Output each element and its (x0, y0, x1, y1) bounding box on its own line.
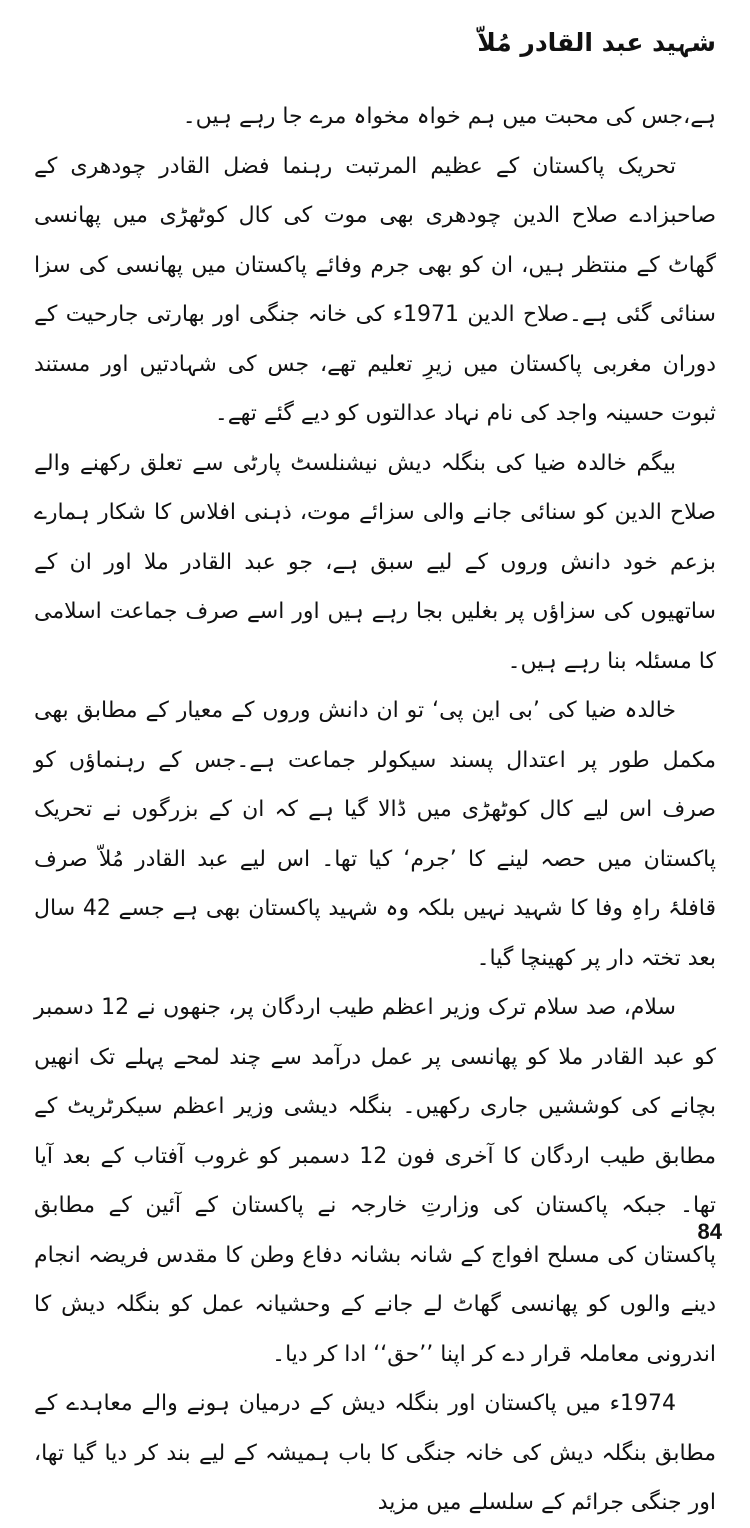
paragraph: تحریک پاکستان کے عظیم المرتبت رہنما فضل القادر چودھری کے صاحبزادے صلاح الدین چودھری بھی موت کی کال کوٹھڑی میں پھانسی گھاٹ کے منتظر ہیں، ان کو بھی جرم وفائے پاکستان میں پھانسی کی سزا سنائی گئی ہے۔صلاح الدین 1971ء کی خانہ جنگی اور بھارتی جارحیت کے دوران مغربی پاکستان میں زیرِ تعلیم تھے، جس کی شہادتیں اور مستند ثبوت حسینہ واجد کی نام نہاد عدالتوں کو دیے گئے تھے۔ (34, 153, 716, 426)
paragraph: 1974ء میں پاکستان اور بنگلہ دیش کے درمیان ہونے والے معاہدے کے مطابق بنگلہ دیش کی خانہ جنگی کا باب ہمیشہ کے لیے بند کر دیا گیا تھا، اور جنگی جرائم کے سلسلے میں مزید (34, 1391, 716, 1515)
paragraph: بیگم خالدہ ضیا کی بنگلہ دیش نیشنلسٹ پارٹی سے تعلق رکھنے والے صلاح الدین کو سنائی جانے والی سزائے موت، ذہنی افلاس کا شکار ہمارے بزعم خود دانش وروں کے لیے سبق ہے، جو عبد القادر ملا اور ان کے ساتھیوں کی سزاؤں پر بغلیں بجا رہے ہیں اور اسے صرف جماعت اسلامی کا مسئلہ بنا رہے ہیں۔ (34, 450, 716, 674)
paragraph: سلام، صد سلام ترک وزیر اعظم طیب اردگان پر، جنھوں نے 12 دسمبر کو عبد القادر ملا کو پھانسی پر عمل درآمد سے چند لمحے پہلے تک انھیں بچانے کی کوششیں جاری رکھیں۔ بنگلہ دیشی وزیر اعظم سیکرٹریٹ کے مطابق طیب اردگان کا آخری فون 12 دسمبر کو غروب آفتاب کے بعد آیا تھا۔ جبکہ پاکستان کی وزارتِ خارجہ نے پاکستان کے آئین کے مطابق پاکستان کی مسلح افواج کے شانہ بشانہ دفاع وطن کا مقدس فریضہ انجام دینے والوں کو پھانسی گھاٹ لے جانے کے وحشیانہ عمل کو بنگلہ دیش کا اندرونی معاملہ قرار دے کر اپنا ’’حق‘‘ ادا کر دیا۔ (34, 995, 717, 1367)
page-number: 84 (697, 1219, 722, 1244)
running-head: شہید عبد القادر مُلاّ (477, 28, 716, 57)
paragraph: ہے،جس کی محبت میں ہم خواہ مخواہ مرے جا رہے ہیں۔ (182, 104, 716, 129)
body-text (34, 92, 716, 1528)
paragraph: خالدہ ضیا کی ’بی این پی‘ تو ان دانش وروں کے معیار کے مطابق بھی مکمل طور پر اعتدال پسند سیکولر جماعت ہے۔جس کے رہنماؤں کو صرف اس لیے کال کوٹھڑی میں ڈالا گیا ہے کہ ان کے بزرگوں نے تحریک پاکستان میں حصہ لینے کا ’جرم‘ کیا تھا۔ اس لیے عبد القادر مُلاّ صرف قافلۂ راہِ وفا کا شہید نہیں بلکہ وہ شہید پاکستان بھی ہے جسے 42 سال بعد تختہ دار پر کھینچا گیا۔ (34, 698, 716, 971)
